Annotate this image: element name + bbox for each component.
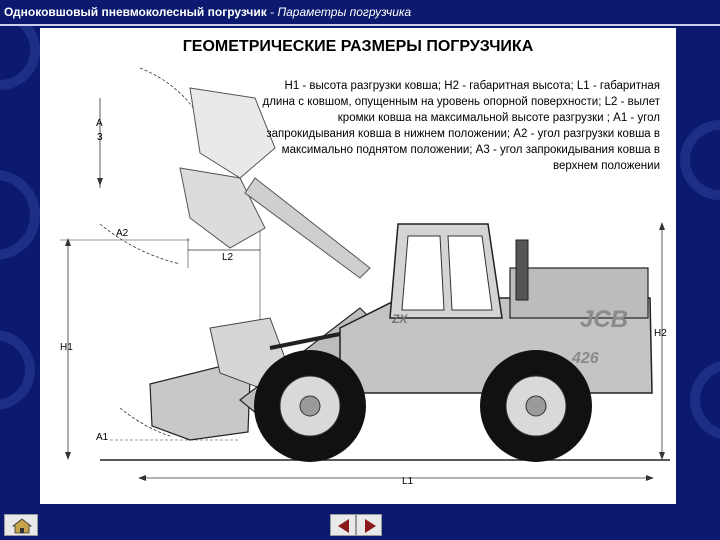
background-gear: [680, 120, 720, 200]
a3-label-letter: А: [96, 118, 103, 129]
home-icon: [5, 515, 39, 537]
front-wheel: [254, 350, 366, 462]
a3-label-number: 3: [97, 132, 103, 143]
next-slide-button[interactable]: [356, 514, 382, 536]
model-number-badge: 426: [572, 350, 599, 367]
dimension-legend-text: H1 - высота разгрузки ковша; H2 - габаритная высота; L1 - габаритная длина с ковшом, опущенным на уровень опорной поверхности; L2 - вылет кромки ковша на максимальной высоте разгрузки ; A1 - угол запрокидывания ковша в нижнем положении; A2 - угол разгрузки ковша в максимально поднятом положении; A3 - угол запрокидывания ковша в верхнем положении: [262, 80, 660, 172]
slide-header-title: Одноковшовый пневмоколесный погрузчик: [4, 5, 267, 19]
background-gear: [0, 330, 35, 410]
l2-label: L2: [222, 252, 234, 263]
cab-window-front: [402, 236, 444, 310]
a2-label: A2: [116, 228, 129, 239]
arrow-left-icon: [331, 515, 357, 537]
h1-arrow-bottom: [65, 452, 71, 460]
h1-arrow-top: [65, 238, 71, 246]
h1-label: H1: [60, 342, 73, 353]
l1-arrow-left: [138, 475, 146, 481]
brand-logo: JCB: [580, 306, 629, 333]
raised-bucket-outline-2: [180, 168, 265, 248]
header-divider: [0, 24, 720, 26]
background-gear: [690, 360, 720, 440]
slide-header-subtitle: Параметры погрузчика: [277, 5, 412, 19]
slide-header-separator: -: [266, 5, 278, 19]
a3-arrow: [97, 178, 103, 186]
slide-header: [0, 0, 720, 24]
a1-label: A1: [96, 432, 109, 443]
l1-label: L1: [402, 476, 414, 487]
content-panel: [40, 28, 676, 504]
h2-arrow-bottom: [659, 452, 665, 460]
previous-slide-button[interactable]: [330, 514, 356, 536]
l1-arrow-right: [646, 475, 654, 481]
a2-angle-arc: [100, 224, 180, 264]
loader-exhaust: [516, 240, 528, 300]
arrow-right-icon: [357, 515, 383, 537]
model-badge: ZX: [392, 312, 408, 326]
home-button[interactable]: [4, 514, 38, 536]
h2-label: H2: [654, 328, 667, 339]
slide-heading: ГЕОМЕТРИЧЕСКИЕ РАЗМЕРЫ ПОГРУЗЧИКА: [182, 38, 534, 55]
h2-arrow-top: [659, 222, 665, 230]
background-gear: [0, 170, 40, 260]
